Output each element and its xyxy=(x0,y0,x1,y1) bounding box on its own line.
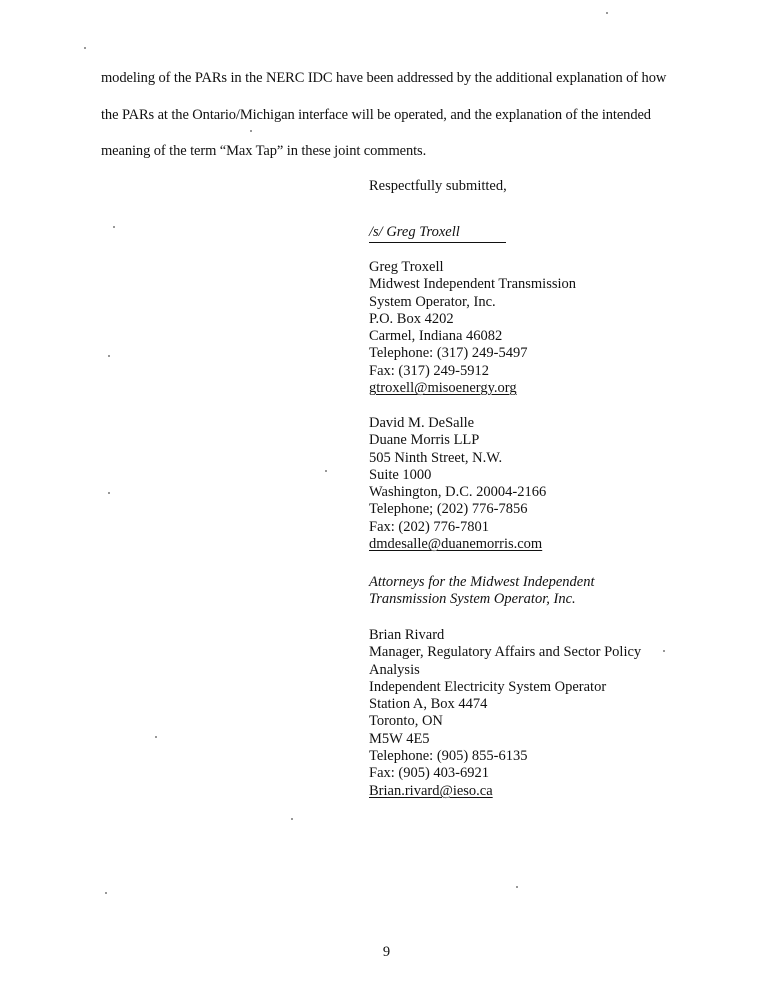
signature-line: /s/ Greg Troxell xyxy=(369,224,506,243)
page-number: 9 xyxy=(382,944,391,960)
address-line: P.O. Box 4202 xyxy=(369,310,454,327)
scan-speck xyxy=(663,650,665,652)
scan-speck xyxy=(291,818,293,820)
address-line: Washington, D.C. 20004-2166 xyxy=(369,484,547,501)
closing-text: Respectfully submitted, xyxy=(369,178,507,194)
body-line-1: modeling of the PARs in the NERC IDC have been addressed by the additional explanation of how xyxy=(101,70,667,86)
org-line: Midwest Independent Transmission xyxy=(369,276,577,293)
email-link[interactable]: Brian.rivard@ieso.ca xyxy=(369,782,493,799)
fax-line: Fax: (905) 403-6921 xyxy=(369,765,490,782)
scan-speck xyxy=(105,892,107,894)
ieso-contact-block xyxy=(369,627,641,800)
address-line: Toronto, ON xyxy=(369,713,443,730)
scan-speck xyxy=(108,492,110,494)
contact-name: Brian Rivard xyxy=(369,627,445,643)
fax-line: Fax: (317) 249-5912 xyxy=(369,362,490,379)
contact-name: Greg Troxell xyxy=(369,259,444,275)
body-line-3: meaning of the term “Max Tap” in these joint comments. xyxy=(101,143,427,159)
address-line: Carmel, Indiana 46082 xyxy=(369,328,503,345)
email-link[interactable]: dmdesalle@duanemorris.com xyxy=(369,536,543,553)
closing xyxy=(369,178,507,195)
org-line: System Operator, Inc. xyxy=(369,293,496,310)
telephone-line: Telephone: (317) 249-5497 xyxy=(369,345,528,362)
scan-speck xyxy=(84,47,86,49)
scan-speck xyxy=(250,130,252,132)
postal-code: M5W 4E5 xyxy=(369,730,430,747)
org-line: Independent Electricity System Operator xyxy=(369,678,607,695)
address-line: Suite 1000 xyxy=(369,466,432,483)
address-line: 505 Ninth Street, N.W. xyxy=(369,449,503,466)
firm-line: Duane Morris LLP xyxy=(369,432,480,449)
fax-line: Fax: (202) 776-7801 xyxy=(369,518,490,535)
address-line: Station A, Box 4474 xyxy=(369,696,488,713)
scan-speck xyxy=(113,226,115,228)
counsel-contact-block xyxy=(369,415,546,553)
title-line: Analysis xyxy=(369,661,420,678)
scan-speck xyxy=(108,355,110,357)
scan-speck xyxy=(606,12,608,14)
miso-contact-block xyxy=(369,259,576,397)
signature-block xyxy=(369,224,506,243)
attorneys-for-line: Transmission System Operator, Inc. xyxy=(369,591,576,608)
email-link[interactable]: gtroxell@misoenergy.org xyxy=(369,380,517,397)
scan-speck xyxy=(325,470,327,472)
telephone-line: Telephone; (202) 776-7856 xyxy=(369,501,528,518)
scan-speck xyxy=(155,736,157,738)
scan-speck xyxy=(516,886,518,888)
title-line: Manager, Regulatory Affairs and Sector Policy xyxy=(369,644,642,661)
body-line-2: the PARs at the Ontario/Michigan interface will be operated, and the explanation of the intended xyxy=(101,107,651,123)
attorneys-for-block xyxy=(369,574,595,609)
contact-name: David M. DeSalle xyxy=(369,415,475,431)
telephone-line: Telephone: (905) 855-6135 xyxy=(369,748,528,765)
attorneys-for-line: Attorneys for the Midwest Independent xyxy=(369,574,595,590)
